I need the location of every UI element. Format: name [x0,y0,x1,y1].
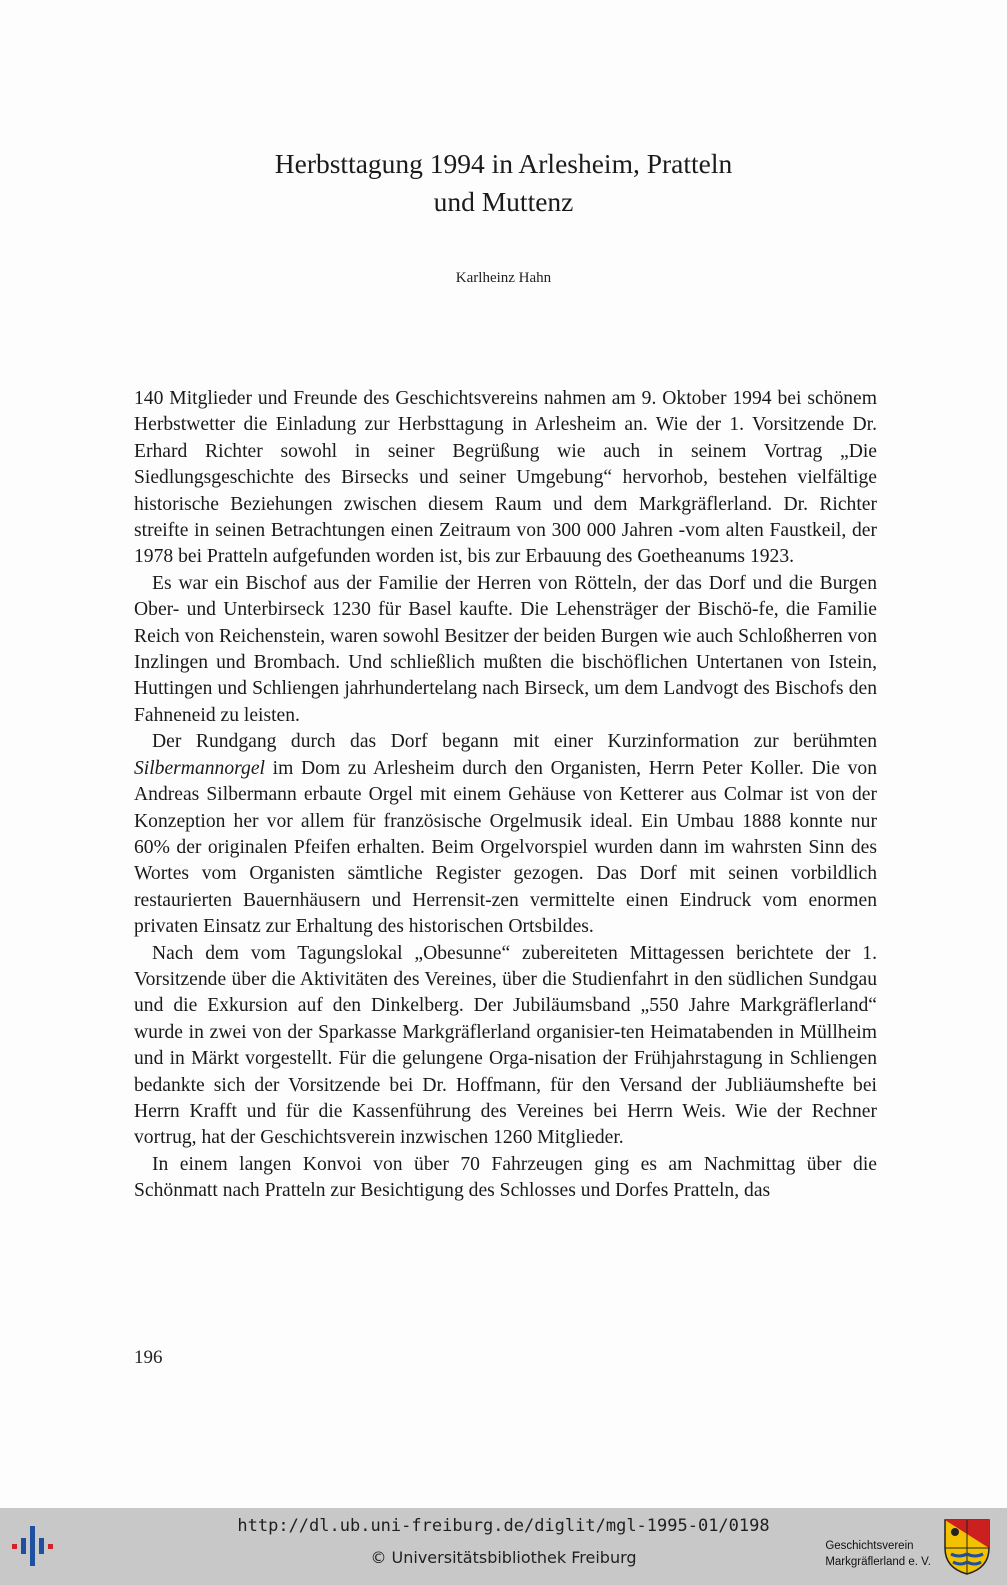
article-body [134,386,877,1205]
paragraph-2: Es war ein Bischof aus der Familie der Herren von Rötteln, der das Dorf und die Burgen Ober- und Unterbirseck 1230 für Basel kaufte. Die Lehensträger der Bischö-fe, die Familie Reich von Reichenstein, waren sowohl Besitzer der beiden Burgen wie auch Schloßherren von Inzlingen und Brombach. Und schließlich mußten die bischöflichen Untertanen von Istein, Huttingen und Schliengen jahrhundertelang nach Birseck, um dem Landvogt des Bischofs den Fahneneid zu leisten. [134,572,877,726]
paragraph-1: 140 Mitglieder und Freunde des Geschichtsvereins nahmen am 9. Oktober 1994 bei schönem Herbstwetter die Einladung zur Herbsttagung in Arlesheim an. Wie der 1. Vorsitzende Dr. Erhard Richter sowohl in seiner Begrüßung wie auch in seinem Vortrag „Die Siedlungsgeschichte des Birsecks und seiner Umgebung“ hervorhob, bestehen vielfältige historische Beziehungen zwischen diesem Raum und dem Markgräflerland. Dr. Richter streifte in seinen Betrachtungen einen Zeitraum von 300 000 Jahren -vom alten Faustkeil, der 1978 bei Pratteln aufgefunden worden ist, bis zur Erbauung des Goetheanums 1923. [134,388,877,568]
title-line-2: und Muttenz [433,186,574,217]
society-name [825,1538,931,1570]
article-title [0,145,1007,221]
source-url[interactable]: http://dl.ub.uni-freiburg.de/diglit/mgl-1995-01/0198 [237,1516,770,1536]
italic-term: Silbermannorgel [134,757,265,779]
paragraph-4: Nach dem vom Tagungslokal „Obesunne“ zubereiteten Mittagessen berichtete der 1. Vorsitzende über die Aktivitäten des Vereines, über die Studienfahrt in den südlichen Sundgau und die Exkursion auf den Dinkelberg. Der Jubiläumsband „550 Jahre Markgräflerland“ wurde in zwei von der Sparkasse Markgräflerland organisier-ten Heimatabenden in Müllheim und in Märkt vorgestellt. Für die gelungene Orga-nisation der Frühjahrstagung in Schliengen bedankte sich der Vorsitzende bei Dr. Hoffmann, für den Versand der Jubliäumshefte bei Herrn Krafft und für die Kassenführung des Vereines bei Herrn Weis. Wie der Rechner vortrug, hat der Geschichtsverein inzwischen 1260 Mitglieder. [134,942,877,1149]
footer-bar [0,1508,1007,1585]
society-line-1: Geschichtsverein [825,1540,914,1552]
coat-of-arms-icon [943,1518,991,1576]
title-line-1: Herbsttagung 1994 in Arlesheim, Pratteln [274,148,733,179]
paragraph-3: Der Rundgang durch das Dorf begann mit einer Kurzinformation zur berühmten Silbermannorgel im Dom zu Arlesheim durch den Organisten, Herrn Peter Koller. Die von Andreas Silbermann erbaute Orgel mit einem Gehäuse von Ketterer aus Colmar ist von der Konzeption her vor allem für französische Orgelmusik ideal. Ein Umbau 1888 konnte nur 60% der originalen Pfeifen erhalten. Beim Orgelvorspiel wurden dann im wahrsten Sinn des Wortes vom Organisten sämtliche Register gezogen. Das Dorf mit seinen vorbildlich restaurierten Bauernhäusern und Herrensit-zen vermittelte einen Eindruck vom enormen privaten Einsatz zur Erhaltung des historischen Ortsbildes. [134,731,877,938]
paragraph-5: In einem langen Konvoi von über 70 Fahrzeugen ging es am Nachmittag über die Schönmatt nach Pratteln zur Besichtigung des Schlosses und Dorfes Pratteln, das [134,1153,877,1202]
copyright-notice: © Universitätsbibliothek Freiburg [370,1548,637,1567]
society-line-2: Markgräflerland e. V. [825,1556,931,1568]
page-number: 196 [134,1347,163,1368]
article-author: Karlheinz Hahn [455,270,552,286]
